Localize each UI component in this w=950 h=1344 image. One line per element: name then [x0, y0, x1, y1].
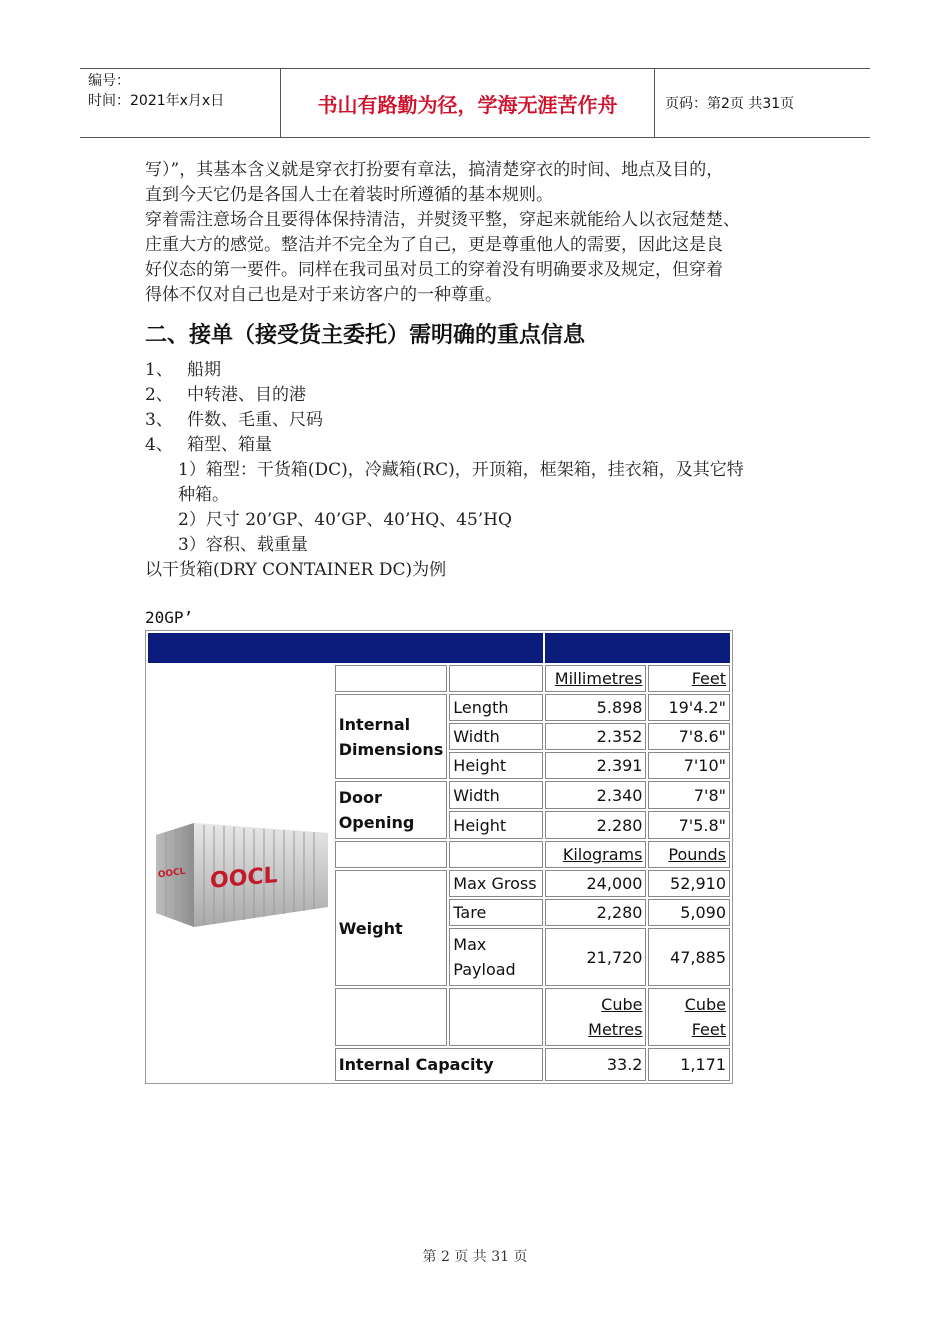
- list-number: 2、: [145, 385, 173, 405]
- row-label-max-payload: Max Payload: [449, 928, 543, 986]
- list-number: 3、: [145, 410, 173, 430]
- unit-pounds: Pounds: [648, 841, 730, 868]
- serial-label: 编号：: [88, 73, 130, 89]
- sub-item: 2）尺寸 20’GP、40’GP、40’HQ、45’HQ: [178, 510, 512, 530]
- empty-cell: [335, 841, 448, 868]
- sub-item: 种箱。: [178, 485, 229, 505]
- unit-cube-metres: Cube Metres: [545, 988, 646, 1046]
- tare-lb: 5,090: [648, 899, 730, 926]
- section-title: 二、接单（接受货主委托）需明确的重点信息: [145, 323, 586, 348]
- list-text: 件数、毛重、尺码: [187, 410, 323, 430]
- capacity-cbm: 33.2: [545, 1048, 646, 1081]
- width-ft: 7'8.6": [648, 723, 730, 750]
- row-label-max-gross: Max Gross: [449, 870, 543, 897]
- paragraph-line: 写）”，其基本含义就是穿衣打扮要有章法，搞清楚穿衣的时间、地点及目的，: [145, 160, 724, 180]
- list-text: 中转港、目的港: [187, 385, 306, 405]
- paragraph-line: 直到今天它仍是各国人士在着装时所遵循的基本规则。: [145, 185, 553, 205]
- length-ft: 19'4.2": [648, 694, 730, 721]
- empty-cell: [335, 665, 448, 692]
- list-item: [145, 433, 744, 458]
- list-item: [145, 358, 744, 383]
- list-number: 1、: [145, 360, 173, 380]
- header-page-info: 页码：第2页 共31页: [665, 96, 795, 112]
- list-number: 4、: [145, 435, 173, 455]
- list-item: [145, 408, 744, 433]
- empty-cell: [449, 841, 543, 868]
- header-motto: 书山有路勤为径，学海无涯苦作舟: [281, 69, 655, 137]
- row-label-door-width: Width: [449, 781, 543, 809]
- row-label-length: Length: [449, 694, 543, 721]
- height-mm: 2.391: [545, 752, 646, 779]
- container-label: 20GP’: [145, 608, 194, 627]
- list-text: 箱型、箱量: [187, 435, 272, 455]
- door-height-mm: 2.280: [545, 811, 646, 839]
- svg-text:OOCL: OOCL: [157, 866, 187, 881]
- row-label-internal-capacity: Internal Capacity: [335, 1048, 543, 1081]
- unit-kilograms: Kilograms: [545, 841, 646, 868]
- row-label-door-height: Height: [449, 811, 543, 839]
- width-mm: 2.352: [545, 723, 646, 750]
- list-text: 船期: [187, 360, 221, 380]
- max-payload-kg: 21,720: [545, 928, 646, 986]
- container-spec-table: [145, 630, 733, 1084]
- key-info-list: [145, 358, 744, 583]
- unit-cube-feet: Cube Feet: [648, 988, 730, 1046]
- page-header: [80, 68, 870, 138]
- group-internal-dimensions: Internal Dimensions: [335, 694, 448, 779]
- tare-kg: 2,280: [545, 899, 646, 926]
- length-mm: 5.898: [545, 694, 646, 721]
- height-ft: 7'10": [648, 752, 730, 779]
- container-image: [152, 815, 328, 927]
- max-gross-kg: 24,000: [545, 870, 646, 897]
- door-width-mm: 2.340: [545, 781, 646, 809]
- paragraph-line: 得体不仅对自己也是对于来访客户的一种尊重。: [145, 285, 502, 305]
- container-logo-text: OOCL: [210, 863, 278, 894]
- unit-millimetres: Millimetres: [545, 665, 646, 692]
- empty-cell: [449, 665, 543, 692]
- paragraph-line: 穿着需注意场合且要得体保持清洁，并熨烫平整，穿起来就能给人以衣冠楚楚、: [145, 210, 740, 230]
- max-gross-lb: 52,910: [648, 870, 730, 897]
- empty-cell: [335, 988, 448, 1046]
- time-label: 时间：2021年x月x日: [88, 93, 225, 109]
- group-door-opening: Door Opening: [335, 781, 448, 839]
- empty-cell: [449, 988, 543, 1046]
- row-label-width: Width: [449, 723, 543, 750]
- page-footer: 第 2 页 共 31 页: [422, 1249, 528, 1265]
- sub-item: 3）容积、载重量: [178, 535, 308, 555]
- row-label-height: Height: [449, 752, 543, 779]
- unit-feet: Feet: [648, 665, 730, 692]
- example-line: 以干货箱(DRY CONTAINER DC)为例: [145, 560, 447, 580]
- max-payload-lb: 47,885: [648, 928, 730, 986]
- paragraph-line: 好仪态的第一要件。同样在我司虽对员工的穿着没有明确要求及规定，但穿着: [145, 260, 723, 280]
- door-width-ft: 7'8": [648, 781, 730, 809]
- container-image-cell: [148, 665, 333, 1081]
- row-label-tare: Tare: [449, 899, 543, 926]
- list-item: [145, 383, 744, 408]
- group-weight: Weight: [335, 870, 448, 986]
- table-header-material: Steel: [545, 633, 730, 663]
- capacity-cbf: 1,171: [648, 1048, 730, 1081]
- body-paragraphs: [145, 158, 825, 308]
- sub-item: 1）箱型：干货箱(DC)，冷藏箱(RC)，开顶箱，框架箱，挂衣箱，及其它特: [178, 460, 744, 480]
- header-meta: [80, 69, 281, 137]
- table-header-type: General Purpose 20' x 8' x 8'6": [148, 633, 543, 663]
- door-height-ft: 7'5.8": [648, 811, 730, 839]
- paragraph-line: 庄重大方的感觉。整洁并不完全为了自己，更是尊重他人的需要，因此这是良: [145, 235, 723, 255]
